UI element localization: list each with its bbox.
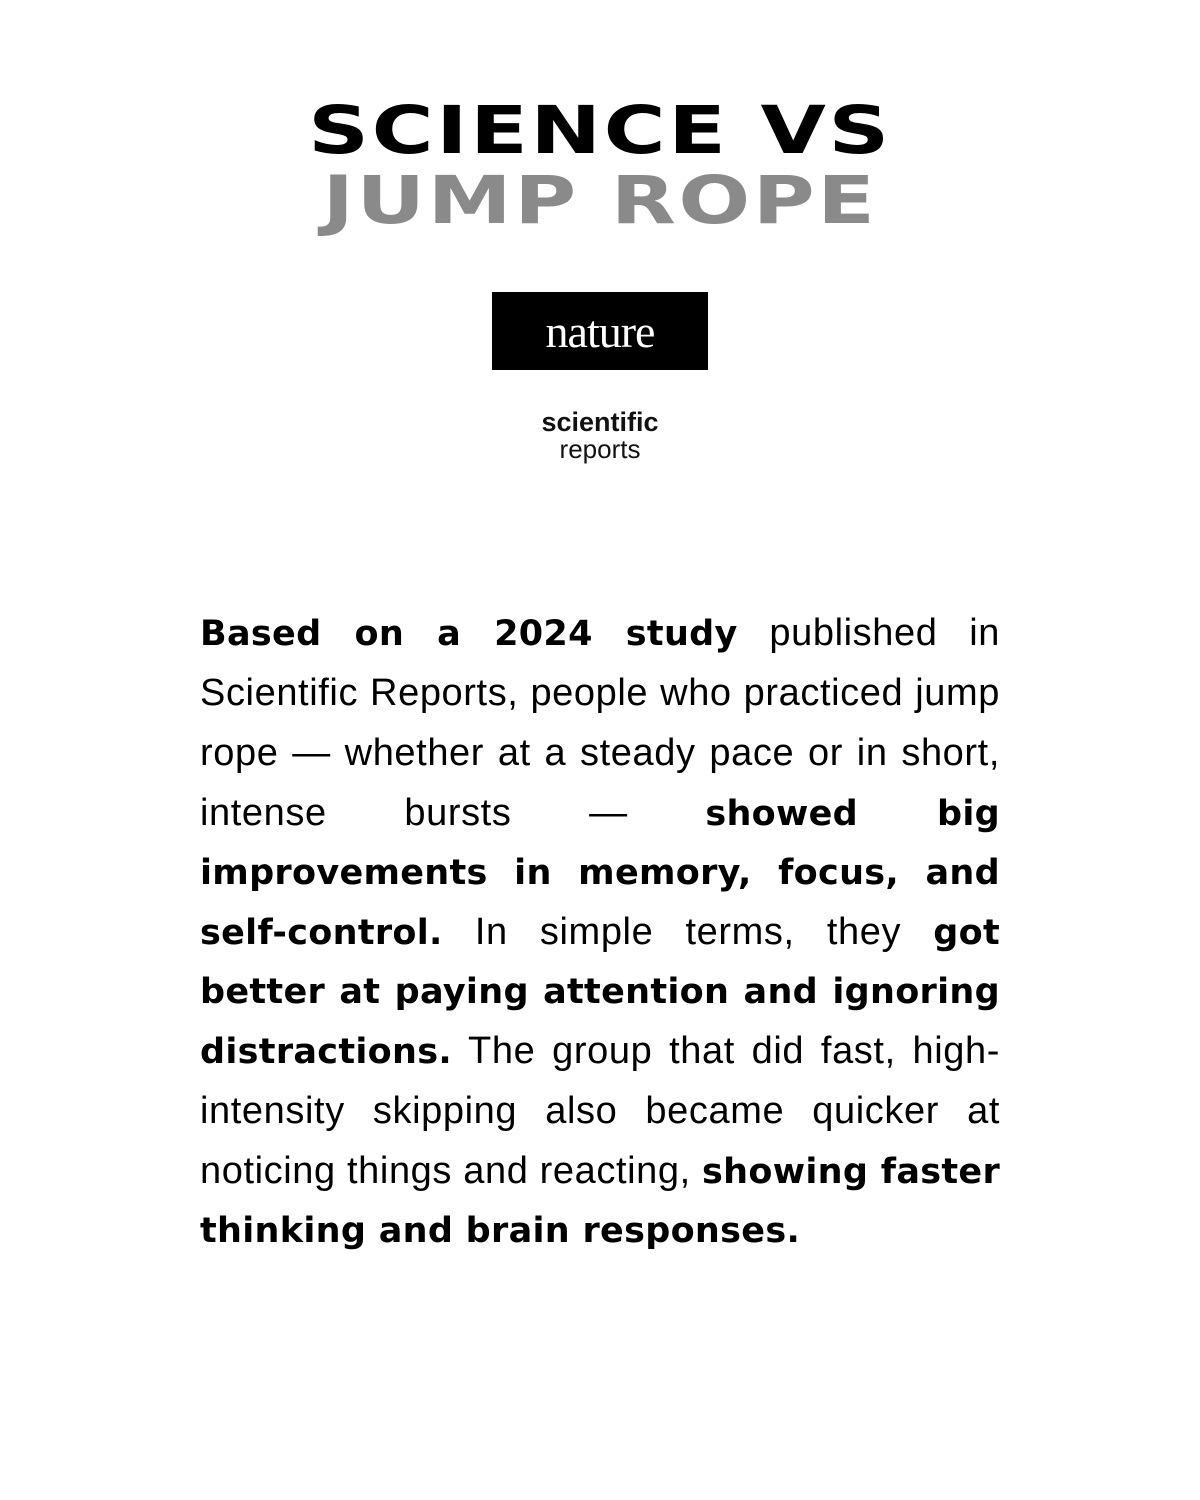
scientific-reports-logo-bottom: reports bbox=[559, 434, 641, 464]
body-bold-2: showed big improvements in memory, focus, and self-control. bbox=[200, 794, 1000, 953]
body-regular-1: published in Scientific Reports, people who practiced jump rope — whether at a steady pace or in short, intense bursts — bbox=[200, 612, 1000, 834]
title-line-2: JUMP ROPE bbox=[322, 162, 878, 239]
title-line-1: SCIENCE VS bbox=[308, 92, 892, 169]
body-paragraph bbox=[200, 604, 1000, 1261]
page-title bbox=[0, 92, 1200, 239]
body-bold-3: got better at paying attention and ignoring distractions. bbox=[200, 913, 1000, 1072]
body-regular-2: In simple terms, they bbox=[442, 911, 934, 953]
scientific-reports-logo-top: scientific bbox=[541, 407, 659, 437]
body-bold-4: showing faster thinking and brain responses. bbox=[200, 1152, 1001, 1251]
body-regular-3: The group that did fast, high-intensity skipping also became quicker at noticing things and reacting, bbox=[200, 1030, 1000, 1192]
scientific-reports-logo bbox=[492, 376, 708, 496]
body-bold-1: Based on a 2024 study bbox=[200, 614, 738, 654]
nature-logo bbox=[492, 292, 708, 370]
nature-logo-text: nature bbox=[545, 305, 655, 357]
